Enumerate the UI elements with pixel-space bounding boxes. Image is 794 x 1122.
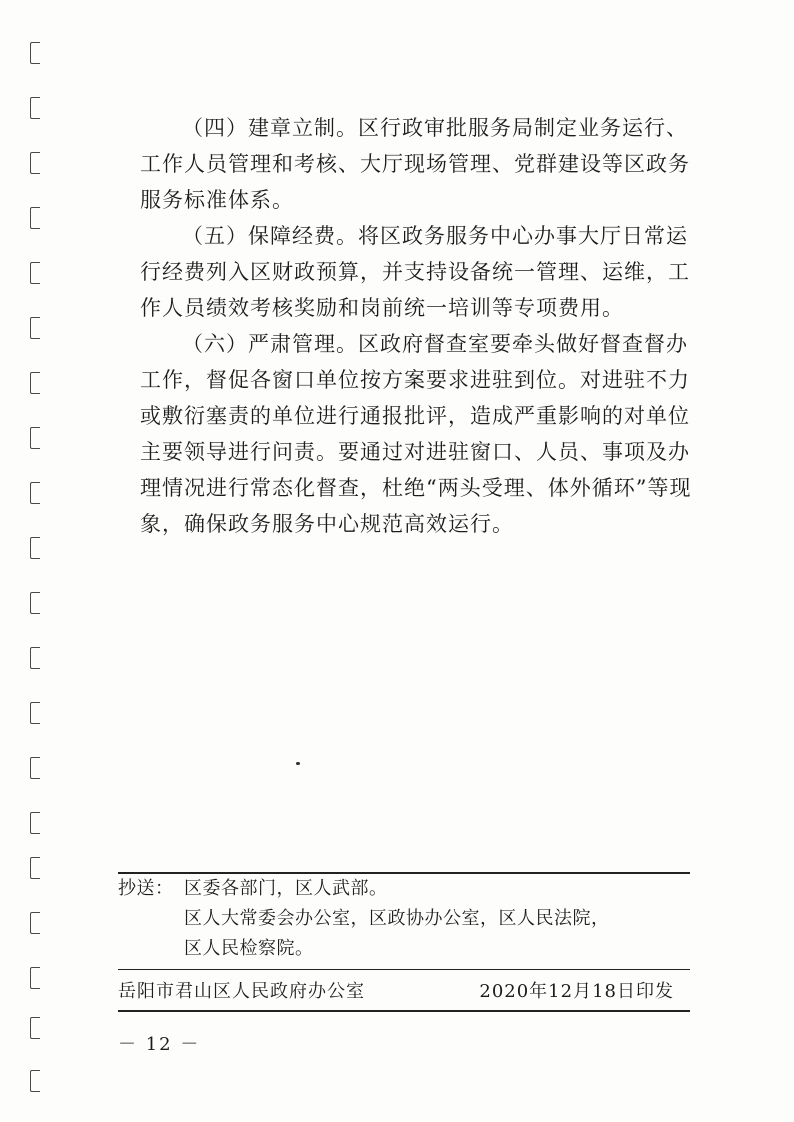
copy-to-line: 区人大常委会办公室，区政协办公室，区人民法院， [184,908,610,929]
punch-hole [30,1017,40,1039]
punch-hole [30,42,40,64]
paragraph-funding: （五）保障经费。将区政务服务中心办事大厅日常运行经费列入区财政预算，并支持设备统一管理、运维，工作人员绩效考核奖励和岗前统一培训等专项费用。 [140,224,690,320]
binding-punch-holes [0,0,40,1122]
copy-to-block [118,872,690,964]
punch-hole [30,207,40,229]
paragraph-strict-management: （六）严肃管理。区政府督查室要牵头做好督查督办工作，督促各窗口单位按方案要求进驻到位。对进驻不力或敷衍塞责的单位进行通报批评，造成严重影响的对单位主要领导进行问责。要通过对进驻窗口、人员、事项及办理情况进行常态化督查，杜绝“两头受理、体外循环”等现象，确保政务服务中心规范高效运行。 [140,332,692,536]
punch-hole [30,262,40,284]
copy-to-label: 抄送： [118,878,174,899]
issuer-block [118,969,690,1012]
punch-hole [30,647,40,669]
scan-speck [296,762,300,765]
punch-hole [30,592,40,614]
punch-hole [30,967,40,989]
punch-hole [30,857,40,879]
punch-hole [30,482,40,504]
paragraph-establish-rules: （四）建章立制。区行政审批服务局制定业务运行、工作人员管理和考核、大厅现场管理、党群建设等区政务服务标准体系。 [140,116,690,212]
punch-hole [30,372,40,394]
punch-hole [30,912,40,934]
punch-hole [30,757,40,779]
copy-to-line: 区人民检察院。 [184,938,314,959]
issue-date: 2020年12月18日印发 [479,981,674,1002]
copy-to-line: 区委各部门，区人武部。 [184,878,388,899]
punch-hole [30,97,40,119]
punch-hole [30,317,40,339]
document-body [140,110,708,542]
page-number: － 12 － [118,1034,201,1055]
punch-hole [30,427,40,449]
punch-hole [30,537,40,559]
punch-hole [30,702,40,724]
issuer-name: 岳阳市君山区人民政府办公室 [118,981,365,1002]
punch-hole [30,1070,40,1092]
punch-hole [30,152,40,174]
punch-hole [30,812,40,834]
